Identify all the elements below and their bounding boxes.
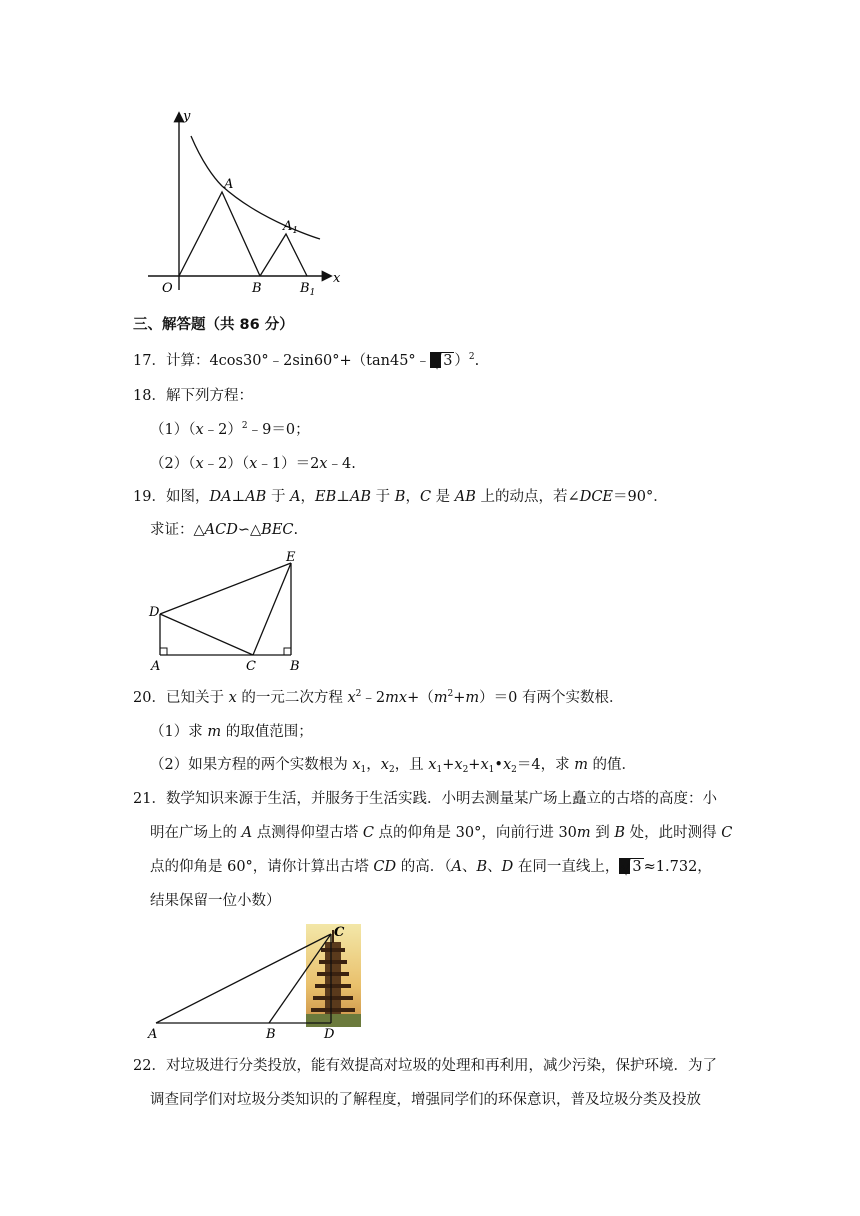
label-y: y xyxy=(183,109,191,124)
question-20-stem: 20．已知关于 x 的一元二次方程 $x^2﹣2mx+(m^2+m)=0$ 有两个实数根． xyxy=(133,689,624,706)
label-C: C xyxy=(246,659,256,674)
triangle-figure-19 xyxy=(140,548,320,678)
hyperbola-curve xyxy=(191,136,320,239)
q17-number: 17． xyxy=(133,353,166,369)
question-20-part1: （1）求 m 的取值范围； xyxy=(150,724,313,740)
label-A: A xyxy=(151,659,161,674)
question-21-line1: 21．数学知识来源于生活，并服务于生活实践．小明去测量某广场上矗立的古塔的高度：小 xyxy=(133,791,717,807)
label-C: C xyxy=(334,925,345,940)
right-angle-mark-A xyxy=(160,648,167,655)
question-18-part1: （1）（x﹣2）$^2$﹣9＝0； xyxy=(150,421,310,438)
q21-number: 21． xyxy=(133,791,166,807)
question-21-line4: 结果保留一位小数） xyxy=(150,893,281,909)
question-18-stem: 18．解下列方程： xyxy=(133,388,253,404)
q18-number: 18． xyxy=(133,388,166,404)
question-19-line2: 求证：△ACD∽△BEC. xyxy=(150,522,299,538)
right-angle-mark-B xyxy=(284,648,291,655)
label-D: D xyxy=(149,605,160,620)
label-D: D xyxy=(324,1027,335,1040)
question-19-line1: 19．如图，DA⊥AB 于 A，EB⊥AB 于 B，C 是 AB 上的动点，若∠DCE＝90°． xyxy=(133,489,668,505)
q20-number: 20． xyxy=(133,690,166,706)
triangle-BA1B1 xyxy=(260,234,307,276)
question-21-line2: 明在广场上的 A 点测得仰望古塔 C 点的仰角是 30°，向前行进 30m 到 B 处，此时测得 C xyxy=(150,825,733,841)
hyperbola-figure xyxy=(140,100,350,300)
question-20-part2: （2）如果方程的两个实数根为 $x_1$，$x_2$，且 $x_1+x_2+x_1•x_2=4$，求 m 的值． xyxy=(150,757,637,775)
sqrt-symbol: 3 xyxy=(619,857,643,877)
question-21-line3: 点的仰角是 60°，请你计算出古塔 CD 的高．（A、B、D 在同一直线上， 3 ≈1.732， xyxy=(150,859,712,875)
label-x: x xyxy=(333,271,341,286)
label-B: B xyxy=(266,1027,276,1040)
question-22-line2: 调查同学们对垃圾分类知识的了解程度，增强同学们的环保意识，普及垃圾分类及投放 xyxy=(150,1092,701,1108)
label-A: A xyxy=(224,177,234,192)
q22-number: 22． xyxy=(133,1058,166,1074)
section-title: 三、解答题（共 86 分） xyxy=(133,317,294,333)
question-18-part2: （2）（x﹣2）（x﹣1）＝2x﹣4. xyxy=(150,456,356,472)
question-17: 17．计算：4cos30°﹣2sin60°+（tan45°﹣ 3 ）$^2$. xyxy=(133,352,480,369)
q19-number: 19． xyxy=(133,489,166,505)
label-B: B xyxy=(252,281,262,296)
label-B1: $B_1$ xyxy=(300,281,316,298)
sqrt-symbol: 3 xyxy=(430,351,454,371)
label-E: E xyxy=(286,550,296,565)
question-22-line1: 22．对垃圾进行分类投放，能有效提高对垃圾的处理和再利用，减少污染，保护环境．为了 xyxy=(133,1058,717,1074)
label-A: A xyxy=(148,1027,158,1040)
label-A1: $A_1$ xyxy=(283,219,299,236)
label-O: O xyxy=(162,281,173,296)
label-B: B xyxy=(290,659,300,674)
pagoda-figure xyxy=(145,922,370,1040)
